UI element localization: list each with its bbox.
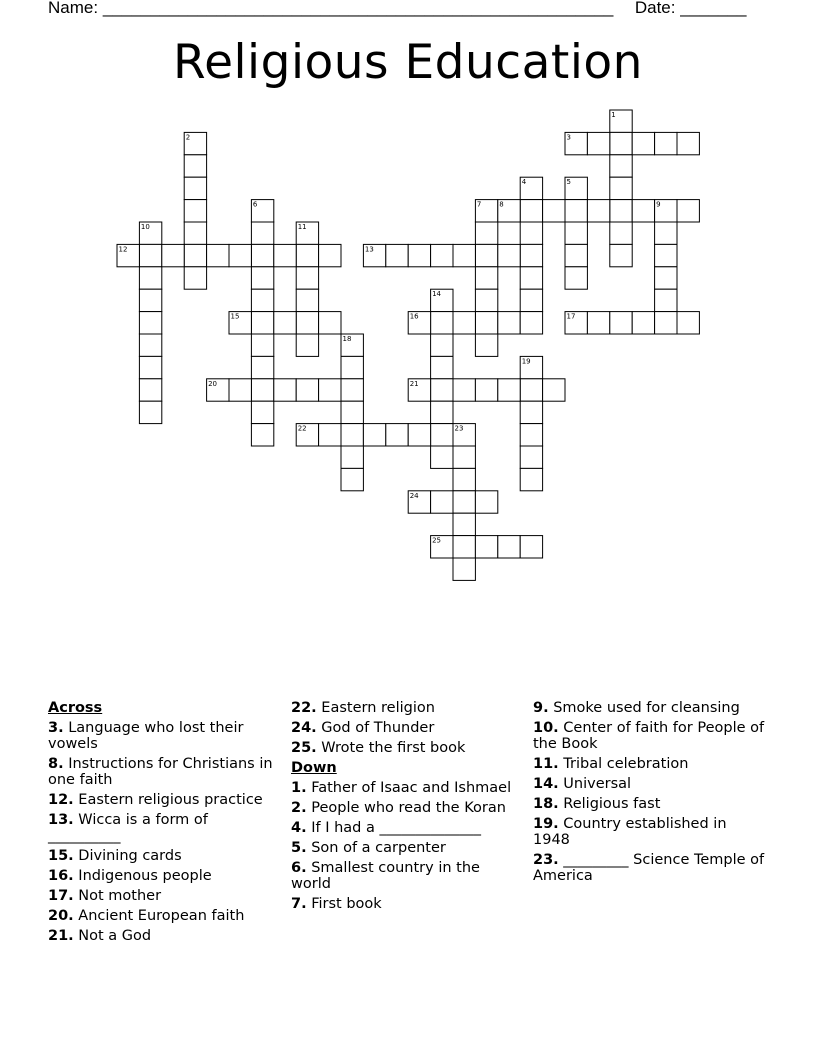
clue-text: If I had a ______________: [306, 820, 481, 836]
grid-cell[interactable]: [632, 132, 654, 154]
grid-cell[interactable]: [677, 132, 699, 154]
clue-item: [48, 812, 280, 844]
clue-item: [291, 740, 523, 756]
grid-cell[interactable]: [431, 312, 453, 334]
clue-number: 18.: [533, 796, 559, 812]
grid-cell[interactable]: [498, 379, 520, 401]
grid-cell[interactable]: [453, 244, 475, 266]
clue-text: People who read the Koran: [306, 800, 506, 816]
clue-item: [291, 800, 523, 816]
clue-text: Center of faith for People of the Book: [533, 720, 765, 752]
clue-text: Son of a carpenter: [306, 840, 446, 856]
clue-item: [533, 816, 765, 848]
grid-cell[interactable]: [520, 424, 542, 446]
grid-cell[interactable]: [296, 289, 318, 311]
clue-number: 1: [611, 111, 616, 119]
grid-cell[interactable]: [520, 222, 542, 244]
grid-cell[interactable]: [386, 244, 408, 266]
grid-cell[interactable]: [475, 289, 497, 311]
clue-number: 10: [140, 223, 150, 231]
grid-cell[interactable]: [319, 244, 341, 266]
grid-cell[interactable]: [453, 446, 475, 468]
grid-cell[interactable]: [431, 491, 453, 513]
grid-cell[interactable]: [319, 424, 341, 446]
grid-cell[interactable]: [610, 312, 632, 334]
grid-cell[interactable]: [319, 379, 341, 401]
clue-number: 16.: [48, 868, 74, 884]
grid-cell[interactable]: [587, 132, 609, 154]
clues-column-1: [48, 700, 280, 948]
grid-cell[interactable]: [565, 267, 587, 289]
clue-number: 13.: [48, 812, 74, 828]
grid-cell[interactable]: [139, 289, 161, 311]
clues-column-3: [533, 700, 765, 888]
grid-cell[interactable]: [453, 379, 475, 401]
grid-cell[interactable]: [587, 200, 609, 222]
clue-number: 17: [566, 312, 576, 321]
clue-item: [533, 776, 765, 792]
clue-number: 5.: [291, 840, 307, 856]
grid-cell[interactable]: [251, 267, 273, 289]
grid-cell[interactable]: [632, 200, 654, 222]
grid-cell[interactable]: [184, 155, 206, 177]
grid-cell[interactable]: [296, 334, 318, 356]
clue-number: 8: [499, 200, 504, 209]
grid-cell[interactable]: [251, 334, 273, 356]
clue-number: 7.: [291, 896, 307, 912]
grid-cell[interactable]: [431, 424, 453, 446]
grid-cell[interactable]: [610, 244, 632, 266]
clue-number: 5: [566, 178, 571, 187]
grid-cell[interactable]: [475, 379, 497, 401]
grid-cell[interactable]: [251, 222, 273, 244]
clue-number: 14.: [533, 776, 559, 792]
grid-cell[interactable]: [251, 244, 273, 266]
clue-number: 20.: [48, 908, 74, 924]
grid-cell[interactable]: [520, 289, 542, 311]
grid-cell[interactable]: [520, 267, 542, 289]
clue-text: God of Thunder: [316, 720, 435, 736]
grid-cell[interactable]: [296, 312, 318, 334]
grid-cell[interactable]: [139, 334, 161, 356]
grid-cell[interactable]: [610, 200, 632, 222]
clue-number: 23.: [533, 852, 559, 868]
grid-cell[interactable]: [296, 267, 318, 289]
clue-text: Country established in 1948: [533, 816, 727, 848]
clue-number: 17.: [48, 888, 74, 904]
clue-item: [48, 908, 280, 924]
clue-number: 21: [409, 379, 419, 388]
grid-cell[interactable]: [610, 155, 632, 177]
grid-cell[interactable]: [184, 222, 206, 244]
name-field[interactable]: ______________________________________________________: [102, 0, 614, 17]
grid-cell[interactable]: [251, 424, 273, 446]
clue-text: Not mother: [73, 888, 162, 904]
grid-cell[interactable]: [408, 424, 430, 446]
clue-number: 15: [230, 312, 240, 321]
clue-text: Tribal celebration: [558, 756, 689, 772]
clue-number: 11: [297, 223, 307, 231]
clue-item: [291, 896, 523, 912]
grid-cell[interactable]: [139, 267, 161, 289]
clue-text: Father of Isaac and Ishmael: [306, 780, 512, 796]
grid-cell[interactable]: [431, 356, 453, 378]
date-label: Date:: [634, 0, 676, 17]
grid-cell[interactable]: [184, 267, 206, 289]
clue-item: [533, 852, 765, 884]
grid-cell[interactable]: [655, 132, 677, 154]
grid-cell[interactable]: [363, 424, 385, 446]
across-heading: Across: [48, 700, 103, 716]
clue-number: 12: [118, 245, 128, 254]
clue-number: 14: [432, 290, 442, 299]
grid-cell[interactable]: [431, 401, 453, 423]
clue-item: [48, 792, 280, 808]
clue-item: [533, 756, 765, 772]
clue-item: [291, 780, 523, 796]
clue-number: 25: [432, 536, 442, 545]
grid-cell[interactable]: [520, 468, 542, 490]
clue-item: [533, 700, 765, 716]
grid-cell[interactable]: [139, 244, 161, 266]
grid-cell[interactable]: [139, 312, 161, 334]
clue-text: Indigenous people: [73, 868, 212, 884]
grid-cell[interactable]: [296, 379, 318, 401]
clues-column-2: [291, 700, 523, 916]
grid-cell[interactable]: [296, 244, 318, 266]
clue-text: Wicca is a form of __________: [48, 812, 208, 844]
clue-number: 23: [454, 424, 464, 433]
clue-text: Smallest country in the world: [291, 860, 480, 892]
grid-cell[interactable]: [475, 222, 497, 244]
grid-cell[interactable]: [565, 200, 587, 222]
clue-text: Eastern religious practice: [73, 792, 263, 808]
grid-cell[interactable]: [341, 468, 363, 490]
grid-cell[interactable]: [453, 558, 475, 580]
grid-cell[interactable]: [229, 379, 251, 401]
grid-cell[interactable]: [543, 379, 565, 401]
clue-number: 2.: [291, 800, 307, 816]
grid-cell[interactable]: [475, 491, 497, 513]
grid-cell[interactable]: [251, 312, 273, 334]
grid-cell[interactable]: [184, 200, 206, 222]
grid-cell[interactable]: [341, 379, 363, 401]
clue-item: [48, 756, 280, 788]
clue-item: [48, 868, 280, 884]
clue-number: 21.: [48, 928, 74, 944]
grid-cell[interactable]: [520, 379, 542, 401]
grid-cell[interactable]: [475, 312, 497, 334]
grid-cell[interactable]: [453, 513, 475, 535]
clue-item: [291, 700, 523, 716]
clue-text: Wrote the first book: [316, 740, 466, 756]
grid-cell[interactable]: [655, 267, 677, 289]
grid-cell[interactable]: [139, 356, 161, 378]
grid-cell[interactable]: [162, 244, 184, 266]
grid-cell[interactable]: [431, 334, 453, 356]
grid-cell[interactable]: [655, 312, 677, 334]
grid-cell[interactable]: [453, 536, 475, 558]
clue-number: 24.: [291, 720, 317, 736]
grid-cell[interactable]: [520, 244, 542, 266]
grid-cell[interactable]: [453, 312, 475, 334]
clue-number: 15.: [48, 848, 74, 864]
clue-item: [291, 820, 523, 836]
clue-number: 3.: [48, 720, 64, 736]
grid-cell[interactable]: [655, 222, 677, 244]
clue-text: Not a God: [73, 928, 152, 944]
grid-cell[interactable]: [184, 244, 206, 266]
clue-item: [48, 848, 280, 864]
grid-cell[interactable]: [520, 536, 542, 558]
grid-cell[interactable]: [341, 401, 363, 423]
clue-item: [291, 840, 523, 856]
grid-cell[interactable]: [475, 536, 497, 558]
grid-cell[interactable]: [274, 312, 296, 334]
grid-cell[interactable]: [341, 356, 363, 378]
clue-text: Religious fast: [558, 796, 661, 812]
clue-item: [48, 888, 280, 904]
clue-number: 16: [409, 312, 419, 321]
grid-cell[interactable]: [274, 379, 296, 401]
grid-cell[interactable]: [610, 177, 632, 199]
clue-number: 4.: [291, 820, 307, 836]
grid-cell[interactable]: [431, 379, 453, 401]
clue-item: [48, 928, 280, 944]
grid-cell[interactable]: [520, 446, 542, 468]
grid-cell[interactable]: [610, 222, 632, 244]
grid-cell[interactable]: [207, 244, 229, 266]
grid-cell[interactable]: [251, 356, 273, 378]
grid-cell[interactable]: [498, 312, 520, 334]
clue-number: 10.: [533, 720, 559, 736]
grid-cell[interactable]: [632, 312, 654, 334]
grid-cell[interactable]: [543, 200, 565, 222]
clue-number: 20: [208, 379, 218, 388]
name-label: Name:: [48, 0, 99, 17]
clue-number: 22.: [291, 700, 317, 716]
clue-number: 19.: [533, 816, 559, 832]
grid-cell[interactable]: [341, 424, 363, 446]
clue-number: 19: [521, 357, 531, 366]
grid-cell[interactable]: [139, 379, 161, 401]
grid-cell[interactable]: [184, 177, 206, 199]
down-heading: Down: [291, 760, 337, 776]
grid-cell[interactable]: [565, 244, 587, 266]
grid-cell[interactable]: [251, 401, 273, 423]
clue-number: 13: [364, 245, 374, 254]
clue-item: [533, 796, 765, 812]
clue-number: 25.: [291, 740, 317, 756]
page-title: Religious Education: [173, 35, 643, 90]
grid-cell[interactable]: [139, 401, 161, 423]
grid-cell[interactable]: [408, 244, 430, 266]
date-field[interactable]: _______: [680, 0, 747, 17]
grid-cell[interactable]: [319, 312, 341, 334]
grid-cell[interactable]: [341, 446, 363, 468]
clue-number: 22: [297, 424, 307, 433]
grid-cell[interactable]: [520, 312, 542, 334]
grid-cell[interactable]: [498, 536, 520, 558]
clue-number: 7: [476, 200, 482, 209]
grid-cell[interactable]: [520, 401, 542, 423]
clue-number: 18: [342, 335, 352, 343]
grid-cell[interactable]: [229, 244, 251, 266]
grid-cell[interactable]: [431, 244, 453, 266]
clue-number: 8.: [48, 756, 64, 772]
grid-cell[interactable]: [386, 424, 408, 446]
grid-cell[interactable]: [431, 446, 453, 468]
grid-cell[interactable]: [587, 312, 609, 334]
clue-number: 12.: [48, 792, 74, 808]
grid-cell[interactable]: [677, 312, 699, 334]
clue-text: _________ Science Temple of America: [533, 852, 765, 884]
clue-number: 4: [521, 178, 527, 187]
grid-cell[interactable]: [677, 200, 699, 222]
clue-text: Ancient European faith: [73, 908, 245, 924]
clue-number: 2: [185, 133, 191, 142]
clue-text: Instructions for Christians in one faith: [48, 756, 273, 788]
clue-number: 9.: [533, 700, 549, 716]
clue-text: Universal: [558, 776, 632, 792]
grid-cell[interactable]: [274, 244, 296, 266]
clue-text: Smoke used for cleansing: [548, 700, 740, 716]
grid-cell[interactable]: [453, 491, 475, 513]
grid-cell[interactable]: [498, 244, 520, 266]
clue-text: Eastern religion: [316, 700, 435, 716]
clue-text: Language who lost their vowels: [48, 720, 244, 752]
grid-cell[interactable]: [453, 468, 475, 490]
grid-cell[interactable]: [475, 334, 497, 356]
clue-number: 11.: [533, 756, 559, 772]
clue-item: [533, 720, 765, 752]
clue-item: [291, 860, 523, 892]
clue-text: First book: [306, 896, 382, 912]
clue-number: 6.: [291, 860, 307, 876]
grid-cell[interactable]: [565, 222, 587, 244]
clue-item: [291, 720, 523, 736]
clue-number: 6: [252, 200, 258, 209]
grid-cell[interactable]: [251, 289, 273, 311]
clue-number: 3: [566, 133, 571, 142]
grid-cell[interactable]: [655, 289, 677, 311]
grid-cell[interactable]: [475, 267, 497, 289]
grid-cell[interactable]: [520, 200, 542, 222]
clue-text: Divining cards: [73, 848, 182, 864]
clue-item: [48, 720, 280, 752]
grid-cell[interactable]: [475, 244, 497, 266]
clue-number: 1.: [291, 780, 307, 796]
grid-cell[interactable]: [251, 379, 273, 401]
clue-number: 24: [409, 491, 419, 500]
clue-number: 9: [656, 200, 661, 209]
grid-cell[interactable]: [655, 244, 677, 266]
grid-cell[interactable]: [610, 132, 632, 154]
